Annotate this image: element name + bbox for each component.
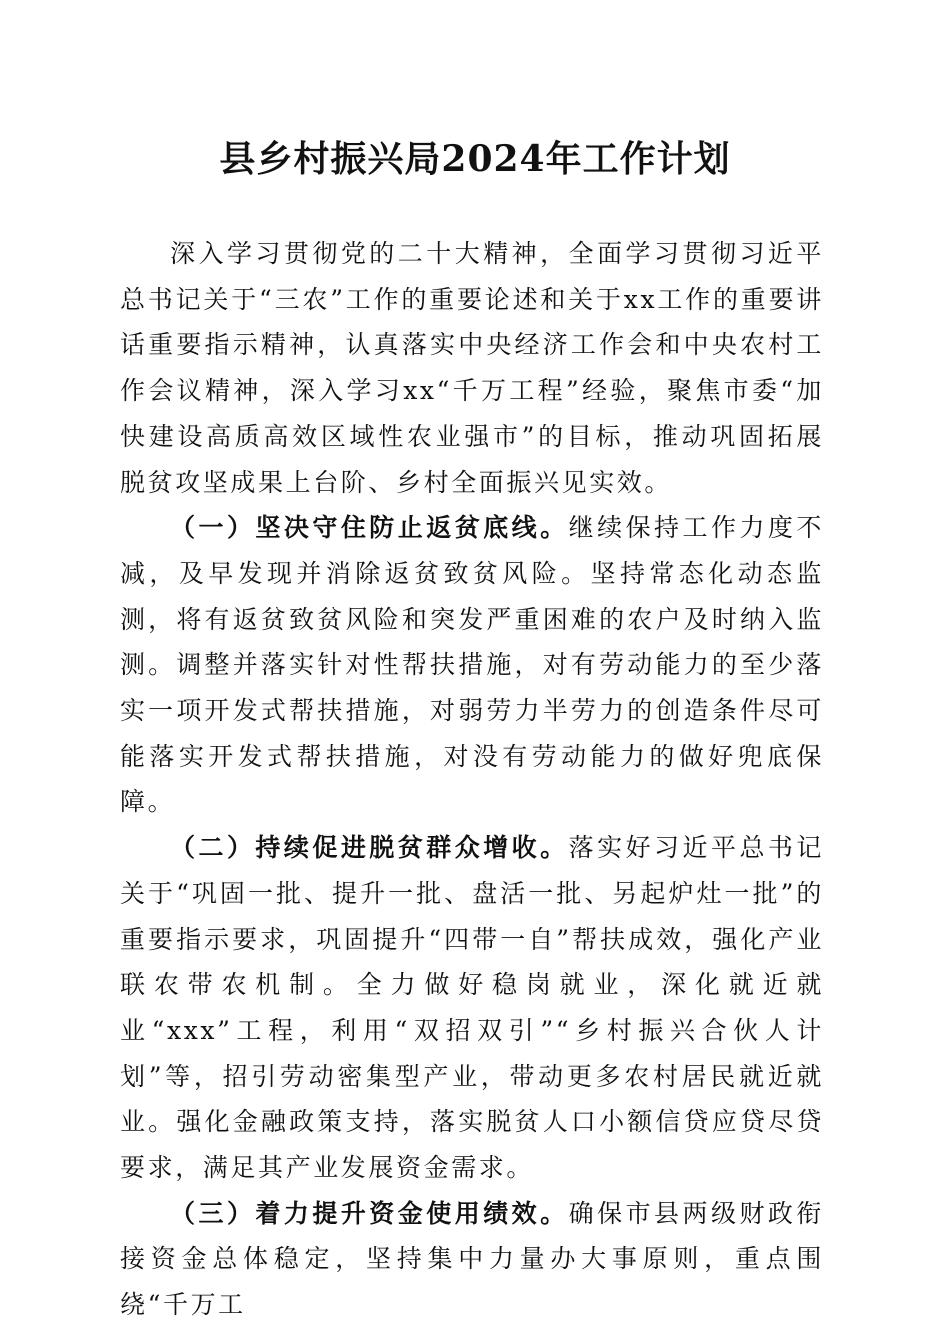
section-text-1: 继续保持工作力度不减，及早发现并消除返贫致贫风险。坚持常态化动态监测，将有返贫致贫风险和突发严重困难的农户及时纳入监测。调整并落实针对性帮扶措施，对有劳动能力的至少落实一项开发式帮扶措施，对弱劳力半劳力的创造条件尽可能落实开发式帮扶措施，对没有劳动能力的做好兜底保障。	[120, 513, 825, 817]
section-heading-2: （二）持续促进脱贫群众增收。	[170, 833, 569, 863]
section-text-2: 落实好习近平总书记关于“巩固一批、提升一批、盘活一批、另起炉灶一批”的重要指示要求，巩固提升“四带一自”帮扶成效，强化产业联农带农机制。全力做好稳岗就业，深化就近就业“xxx”工程，利用“双招双引”“乡村振兴合伙人计划”等，招引劳动密集型产业，带动更多农村居民就近就业。强化金融政策支持，落实脱贫人口小额信贷应贷尽贷要求，满足其产业发展资金需求。	[120, 833, 825, 1183]
section-text-3: 确保市县两级财政衔接资金总体稳定，坚持集中力量办大事原则，重点围绕“千万工	[120, 1198, 825, 1320]
document-body	[120, 231, 824, 1328]
intro-paragraph: 深入学习贯彻党的二十大精神，全面学习贯彻习近平总书记关于“三农”工作的重要论述和关于xx工作的重要讲话重要指示精神，认真落实中央经济工作会和中央农村工作会议精神，深入学习xx“千万工程”经验，聚焦市委“加快建设高质高效区域性农业强市”的目标，推动巩固拓展脱贫攻坚成果上台阶、乡村全面振兴见实效。	[120, 239, 824, 497]
section-paragraph-2	[120, 825, 824, 1191]
section-paragraph-1	[120, 505, 824, 825]
section-heading-3: （三）着力提升资金使用绩效。	[170, 1198, 569, 1228]
section-heading-1: （一）坚决守住防止返贫底线。	[170, 513, 569, 543]
section-paragraph-3	[120, 1191, 824, 1328]
document-title: 县乡村振兴局2024年工作计划	[219, 138, 731, 180]
